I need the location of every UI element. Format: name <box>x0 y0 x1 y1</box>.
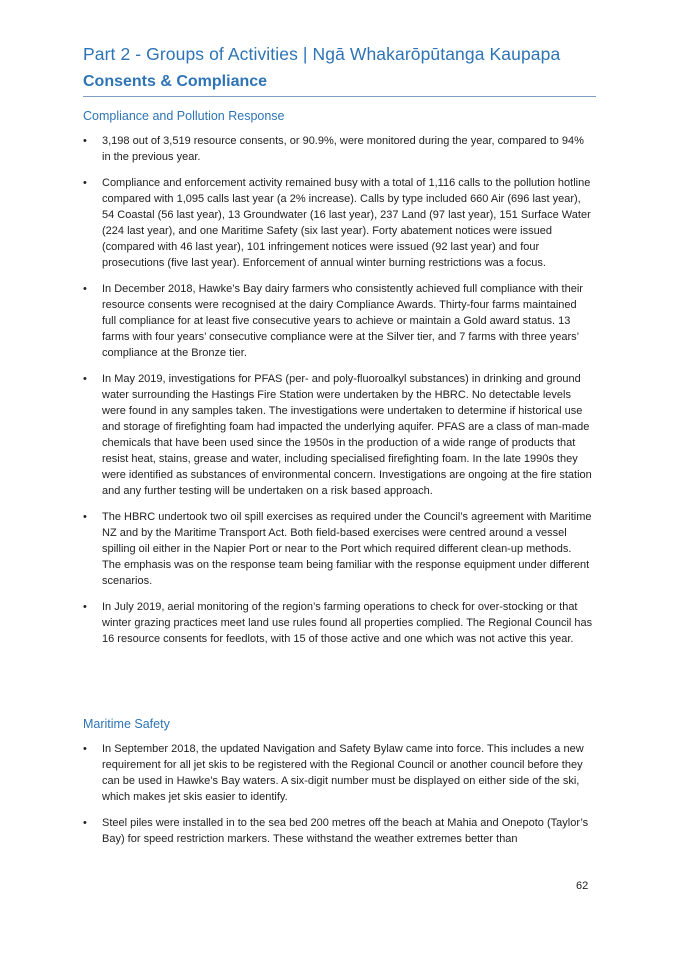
list-item-text: In May 2019, investigations for PFAS (per- and poly-fluoroalkyl substances) in drinking and ground water surrounding the Hastings Fire Station were undertaken by the HBRC. No detectable levels were found in any samples taken. The investigations were undertaken to determine if historical use and storage of firefighting foam had impacted the underlying aquifer. PFAS are a class of man-made chemicals that have been used since the 1950s in the production of a wide range of products that resist heat, stains, grease and water, including specialised firefighting foam. In the late 1990s they were identified as substances of environmental concern. Investigations are ongoing at the fire station and any further testing will be undertaken on a risk based approach. <box>102 373 592 497</box>
list-item-text: The HBRC undertook two oil spill exercises as required under the Council’s agreement with Maritime NZ and by the Maritime Transport Act. Both field-based exercises were centred around a vessel spilling oil either in the Napier Port or near to the Port which required different clean-up methods. The emphasis was on the response team being familiar with the response equipment under different scenarios. <box>102 511 592 587</box>
list-item-text: In December 2018, Hawke’s Bay dairy farmers who consistently achieved full compliance with their resource consents were recognised at the dairy Compliance Awards. Thirty-four farms maintained full compliance for at least five consecutive years to achieve or maintain a Gold award status. 13 farms with four years’ consecutive compliance were at the Silver tier, and 7 farms with three years’ compliance at the Bronze tier. <box>102 283 583 359</box>
bullet-icon: • <box>83 177 87 189</box>
subheading-maritime-safety: Maritime Safety <box>83 717 170 731</box>
list-item-text: Compliance and enforcement activity remained busy with a total of 1,116 calls to the pollution hotline compared with 1,095 calls last year (a 2% increase). Calls by type included 660 Air (696 last year), 54 Coastal (56 last year), 13 Groundwater (16 last year), 237 Land (97 last year), 151 Surface Water (224 last year), and one Maritime Safety (six last year). Forty abatement notices were issued (compared with 46 last year), 101 infringement notices were issued (92 last year) and four prosecutions (five last year). Enforcement of annual winter burning restrictions was a focus. <box>102 177 591 269</box>
bullet-icon: • <box>83 373 87 385</box>
list-item <box>83 175 593 271</box>
section-title: Consents & Compliance <box>83 73 268 90</box>
list-item-text: Steel piles were installed in to the sea bed 200 metres off the beach at Mahia and Onepoto (Taylor’s Bay) for speed restriction markers. These withstand the weather extremes better than <box>102 817 589 845</box>
list-item <box>83 509 593 589</box>
list-item-text: In July 2019, aerial monitoring of the region’s farming operations to check for over-stocking or that winter grazing practices meet land use rules found all properties complied. The Regional Council has 16 resource consents for feedlots, with 15 of those active and one which was not active this year. <box>102 601 593 645</box>
list-item <box>83 371 593 499</box>
list-item <box>83 133 593 165</box>
page-number: 62 <box>576 880 589 892</box>
list-item <box>83 599 593 647</box>
compliance-bullet-list <box>83 133 593 657</box>
list-item <box>83 281 593 361</box>
list-item-text: In September 2018, the updated Navigation and Safety Bylaw came into force. This includes a new requirement for all jet skis to be registered with the Regional Council or another council before they can be used in Hawke’s Bay waters. A six-digit number must be displayed on either side of the ski, which makes jet skis easier to identify. <box>102 743 584 803</box>
list-item <box>83 815 593 847</box>
bullet-icon: • <box>83 743 87 755</box>
list-item <box>83 741 593 805</box>
list-item-text: 3,198 out of 3,519 resource consents, or 90.9%, were monitored during the year, compared to 94% in the previous year. <box>102 135 584 163</box>
header-divider <box>83 96 596 97</box>
part-title: Part 2 - Groups of Activities | Ngā Whakarōpūtanga Kaupapa <box>83 44 561 64</box>
bullet-icon: • <box>83 283 87 295</box>
bullet-icon: • <box>83 511 87 523</box>
bullet-icon: • <box>83 817 87 829</box>
subheading-compliance-pollution: Compliance and Pollution Response <box>83 109 285 123</box>
bullet-icon: • <box>83 601 87 613</box>
maritime-bullet-list <box>83 741 593 857</box>
bullet-icon: • <box>83 135 87 147</box>
